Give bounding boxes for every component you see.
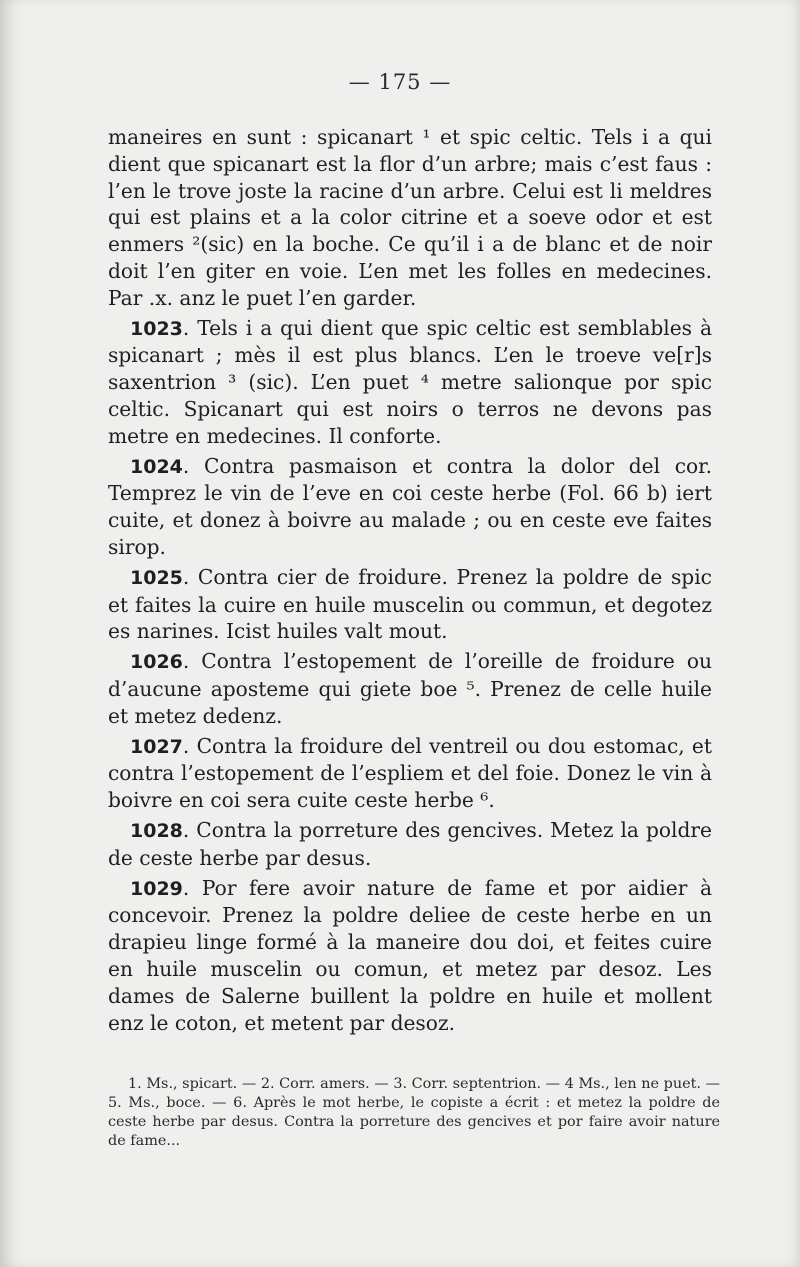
entry-text: . Contra la froidure del ventreil ou dou estomac, et contra l’estopement de l’espliem et del foie. Donez le vin à boivre en coi sera cuite ceste herbe ⁶. xyxy=(108,733,712,813)
footnotes xyxy=(108,1075,720,1151)
entry-text: . Contra cier de froidure. Prenez la poldre de spic et faites la cuire en huile muscelin ou commun, et degotez es narines. Icist huiles valt mout. xyxy=(108,564,712,644)
entry-1027 xyxy=(108,733,712,814)
entry-number: 1025 xyxy=(130,566,183,589)
entry-1026 xyxy=(108,648,712,729)
entry-text: . Contra l’estopement de l’oreille de froidure ou d’aucune aposteme qui giete boe ⁵. Prenez de celle huile et metez dedenz. xyxy=(108,649,712,728)
entry-text: . Contra la porreture des gencives. Metez la poldre de ceste herbe par desus. xyxy=(108,817,712,870)
entry-text: . Por fere avoir nature de fame et por aidier à concevoir. Prenez la poldre deliee de ceste herbe en un drapieu linge formé à la maneire dou doi, et feites cuire en huile muscelin ou comun, et metez par desoz. Les dames de Salerne buillent la poldre en huile et mollent enz le coton, et metent par desoz. xyxy=(108,875,712,1035)
entry-number: 1024 xyxy=(130,455,183,478)
entry-1025 xyxy=(108,564,712,645)
entry-text: . Tels i a qui dient que spic celtic est semblables à spicanart ; mès il est plus blancs. L’en le troeve ve[r]s saxentrion ³ (sic). L’en puet ⁴ metre salionque por spic celtic. Spicanart qui est noirs o terros ne devons pas metre en medecines. Il conforte. xyxy=(108,315,712,448)
page-number: — 175 — xyxy=(348,70,452,94)
entry-number: 1023 xyxy=(130,317,183,340)
entry-text: . Contra pasmaison et contra la dolor del cor. Temprez le vin de l’eve en coi ceste herbe (Fol. 66 b) iert cuite, et donez à boivre au malade ; ou en ceste eve faites sirop. xyxy=(108,453,712,559)
entry-number: 1027 xyxy=(130,735,183,758)
paragraph-intro: maneires en sunt : spicanart ¹ et spic celtic. Tels i a qui dient que spicanart est la flor d’un arbre; mais c’est faus : l’en le trove joste la racine d’un arbre. Celui est li meldres qui est plains et a la color citrine et a soeve odor et est enmers ²(sic) en la boche. Ce qu’il i a de blanc et de noir doit l’en giter en voie. L’en met les folles en medecines. Par .x. anz le puet l’en garder. xyxy=(108,125,712,310)
entry-1024 xyxy=(108,453,712,561)
entry-number: 1028 xyxy=(130,819,183,842)
entry-1023 xyxy=(108,315,712,450)
main-text xyxy=(108,124,712,1039)
entry-number: 1026 xyxy=(130,651,183,674)
entry-1029 xyxy=(108,875,712,1037)
entry-1028 xyxy=(108,817,712,872)
entry-number: 1029 xyxy=(130,877,183,900)
footnotes-text: 1. Ms., spicart. — 2. Corr. amers. — 3. Corr. septentrion. — 4 Ms., len ne puet. — 5. Ms., boce. — 6. Après le mot herbe, le copiste a écrit : et metez la poldre de ceste herbe par desus. Contra la porreture des gencives et por faire avoir nature de fame... xyxy=(108,1076,720,1149)
